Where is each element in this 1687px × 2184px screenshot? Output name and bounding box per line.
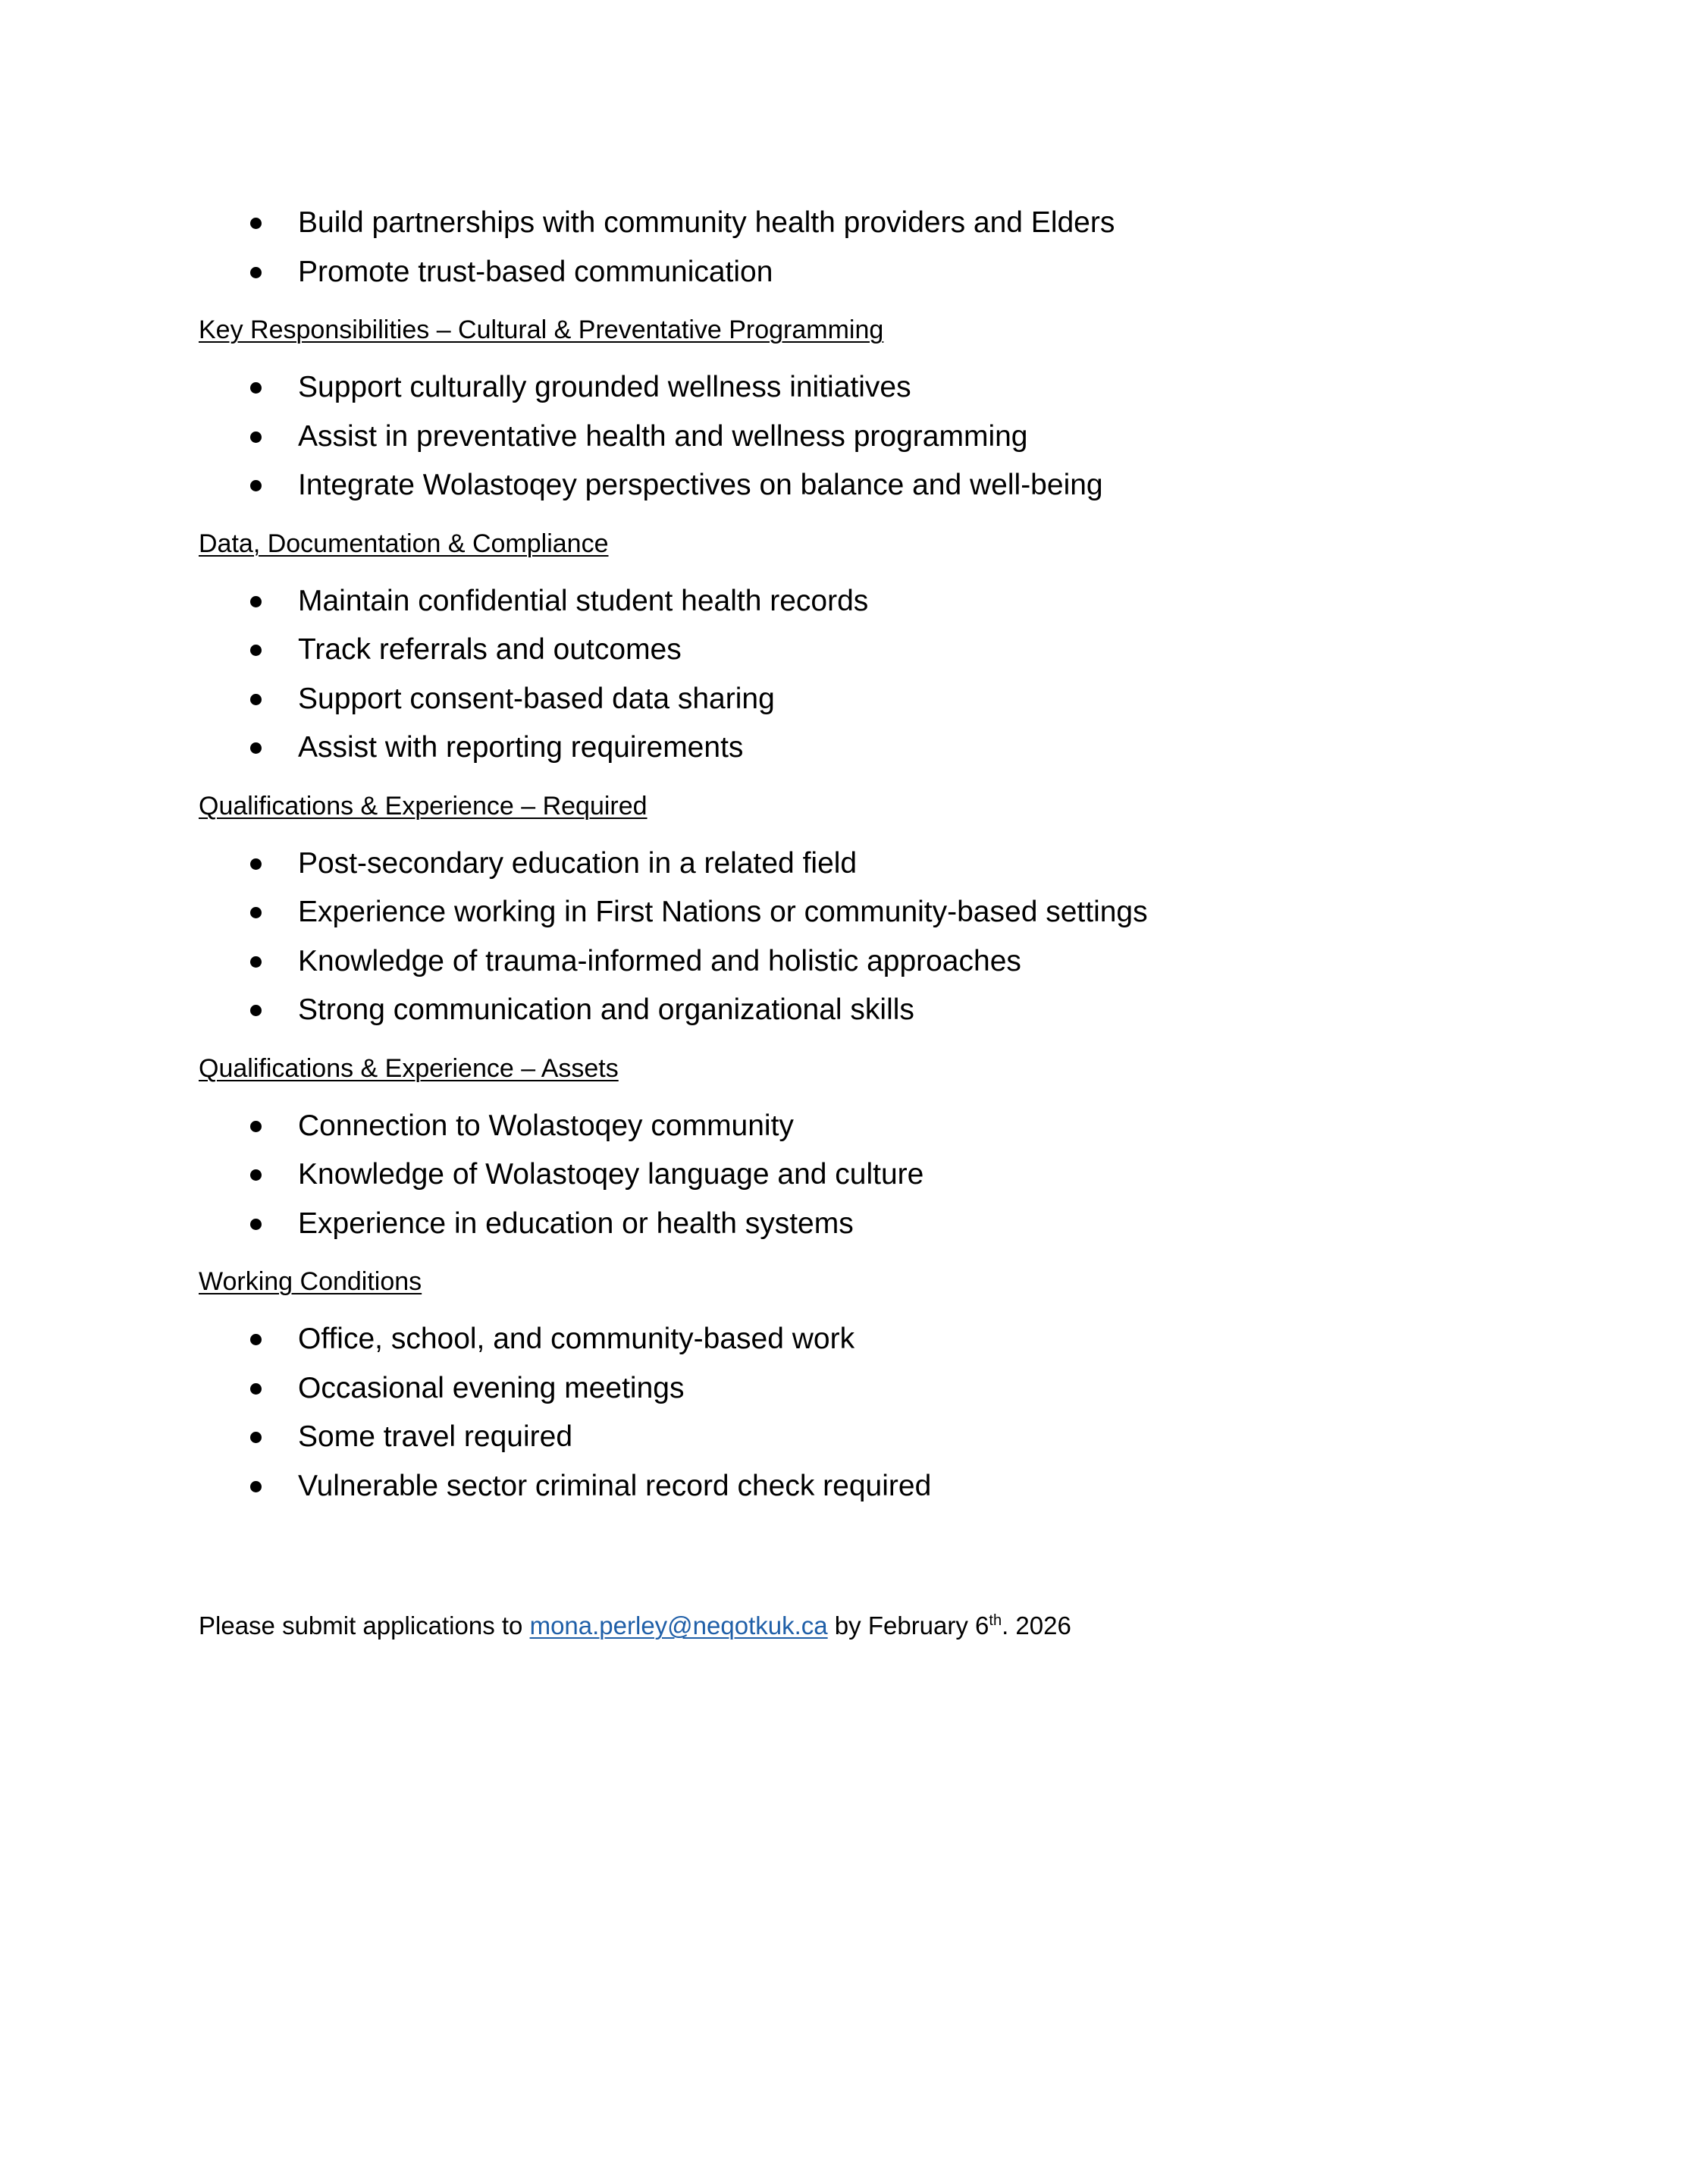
bullet-icon — [250, 956, 262, 968]
cultural-programming-list — [199, 363, 1488, 510]
bullet-icon — [250, 694, 262, 705]
intro-bullet-list — [199, 199, 1488, 297]
bullet-icon — [250, 907, 262, 918]
list-item-text: Strong communication and organizational skills — [298, 993, 914, 1026]
bullet-icon — [250, 1334, 262, 1345]
page-content — [199, 199, 1488, 1644]
footer-prefix: Please submit applications to — [199, 1611, 530, 1640]
list-item — [199, 413, 1488, 462]
list-item-text: Build partnerships with community health providers and Elders — [298, 206, 1115, 239]
list-item — [199, 1200, 1488, 1249]
list-item-text: Maintain confidential student health records — [298, 584, 869, 617]
list-item-text: Office, school, and community-based work — [298, 1323, 855, 1355]
list-item — [199, 675, 1488, 724]
section-heading-data-documentation: Data, Documentation & Compliance — [199, 529, 609, 558]
footer-superscript: th — [989, 1612, 1002, 1629]
bullet-icon — [250, 480, 262, 491]
bullet-icon — [250, 431, 262, 443]
list-item — [199, 1462, 1488, 1511]
list-item — [199, 937, 1488, 987]
list-item-text: Occasional evening meetings — [298, 1371, 685, 1404]
list-item — [199, 461, 1488, 510]
list-item — [199, 1364, 1488, 1414]
list-item-text: Experience in education or health systems — [298, 1207, 854, 1240]
list-item — [199, 723, 1488, 773]
bullet-icon — [250, 1219, 262, 1230]
application-instructions — [199, 1608, 1488, 1644]
bullet-icon — [250, 1432, 262, 1443]
bullet-icon — [250, 1481, 262, 1492]
section-heading-qualifications-assets: Qualifications & Experience – Assets — [199, 1053, 619, 1083]
bullet-icon — [250, 267, 262, 278]
list-item — [199, 888, 1488, 937]
bullet-icon — [250, 1121, 262, 1132]
list-item — [199, 1315, 1488, 1364]
bullet-icon — [250, 596, 262, 607]
list-item — [199, 577, 1488, 626]
working-conditions-list — [199, 1315, 1488, 1511]
list-item — [199, 1150, 1488, 1200]
section-heading-working-conditions: Working Conditions — [199, 1267, 422, 1296]
qualifications-assets-list — [199, 1102, 1488, 1249]
list-item — [199, 1102, 1488, 1151]
list-item-text: Support culturally grounded wellness initiatives — [298, 371, 911, 403]
list-item-text: Assist in preventative health and wellness programming — [298, 419, 1028, 453]
section-heading-qualifications-required: Qualifications & Experience – Required — [199, 791, 648, 821]
bullet-icon — [250, 858, 262, 870]
qualifications-required-list — [199, 839, 1488, 1035]
footer-middle: by February 6 — [827, 1611, 989, 1640]
section-heading-cultural-programming: Key Responsibilities – Cultural & Preventative Programming — [199, 315, 884, 344]
list-item — [199, 839, 1488, 889]
bullet-icon — [250, 742, 262, 754]
list-item-text: Track referrals and outcomes — [298, 633, 682, 666]
list-item — [199, 363, 1488, 413]
list-item-text: Support consent-based data sharing — [298, 682, 775, 715]
footer-suffix: . 2026 — [1002, 1611, 1071, 1640]
list-item — [199, 986, 1488, 1035]
list-item-text: Promote trust-based communication — [298, 255, 773, 288]
bullet-icon — [250, 1383, 262, 1395]
list-item-text: Integrate Wolastoqey perspectives on balance and well-being — [298, 469, 1103, 501]
list-item-text: Knowledge of Wolastoqey language and culture — [298, 1158, 924, 1191]
list-item — [199, 248, 1488, 297]
list-item — [199, 199, 1488, 248]
list-item-text: Some travel required — [298, 1420, 573, 1453]
list-item-text: Connection to Wolastoqey community — [298, 1109, 794, 1142]
bullet-icon — [250, 1169, 262, 1181]
application-email-link[interactable]: mona.perley@neqotkuk.ca — [529, 1611, 828, 1640]
list-item — [199, 1413, 1488, 1462]
bullet-icon — [250, 382, 262, 394]
list-item-text: Experience working in First Nations or community-based settings — [298, 896, 1148, 928]
list-item — [199, 626, 1488, 675]
list-item-text: Vulnerable sector criminal record check required — [298, 1469, 932, 1502]
list-item-text: Post-secondary education in a related field — [298, 846, 858, 880]
bullet-icon — [250, 1005, 262, 1016]
data-documentation-list — [199, 577, 1488, 773]
list-item-text: Knowledge of trauma-informed and holistic approaches — [298, 944, 1021, 977]
list-item-text: Assist with reporting requirements — [298, 731, 744, 764]
bullet-icon — [250, 218, 262, 229]
bullet-icon — [250, 645, 262, 656]
